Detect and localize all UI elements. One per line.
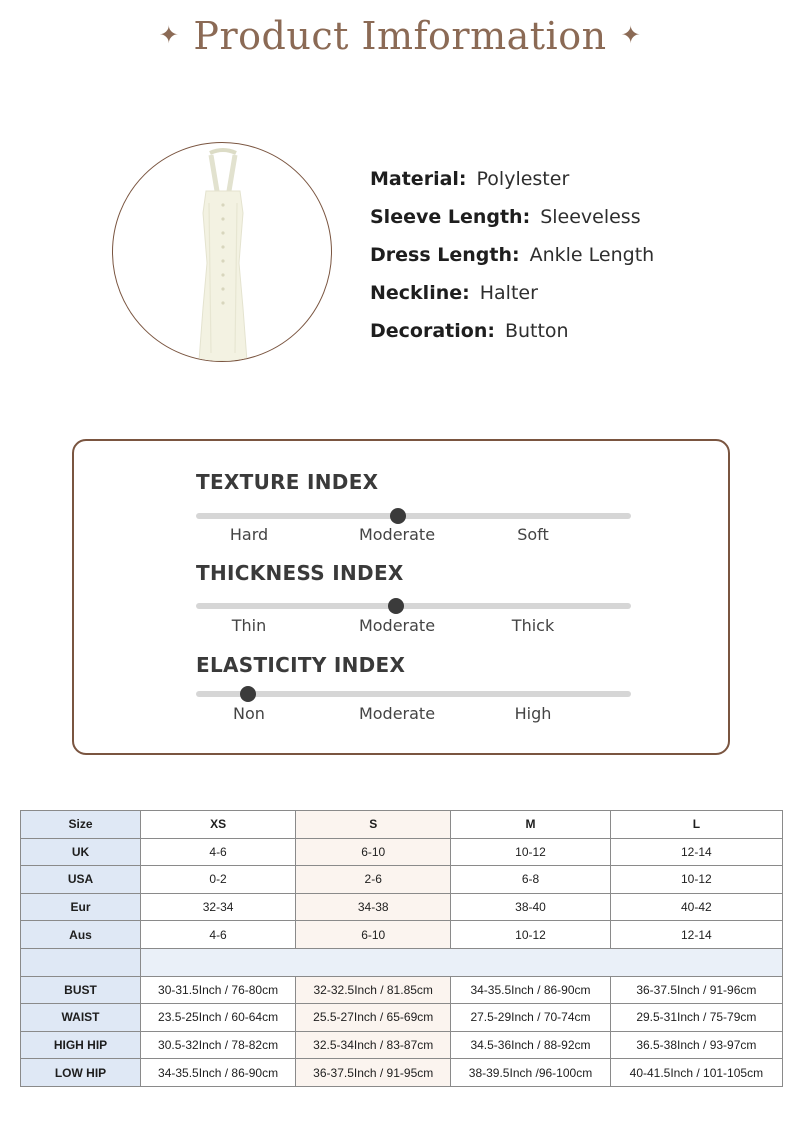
table-row xyxy=(21,1004,783,1032)
table-row-label: WAIST xyxy=(21,1004,141,1032)
thickness-index-title: THICKNESS INDEX xyxy=(196,561,404,585)
page-title-text: Product Imformation xyxy=(193,14,607,58)
elasticity-label-low: Non xyxy=(233,704,265,723)
elasticity-label-high: High xyxy=(514,704,552,723)
table-cell: 38-40 xyxy=(451,893,610,921)
table-cell: 6-10 xyxy=(296,838,451,866)
table-cell: 2-6 xyxy=(296,866,451,894)
table-header-row xyxy=(21,811,783,839)
table-cell: 4-6 xyxy=(141,838,296,866)
table-cell: 34-35.5Inch / 86-90cm xyxy=(141,1059,296,1087)
thickness-index-track xyxy=(196,603,631,609)
table-row xyxy=(21,1059,783,1087)
product-photo xyxy=(112,142,332,362)
texture-label-mid: Moderate xyxy=(358,525,436,544)
texture-index-knob xyxy=(390,508,406,524)
elasticity-label-mid: Moderate xyxy=(358,704,436,723)
table-row-label: UK xyxy=(21,838,141,866)
table-row xyxy=(21,838,783,866)
spec-value: Polylester xyxy=(476,168,570,190)
spec-key: Dress Length: xyxy=(370,244,520,266)
elasticity-index-title: ELASTICITY INDEX xyxy=(196,653,406,677)
elasticity-index-track xyxy=(196,691,631,697)
table-cell: 0-2 xyxy=(141,866,296,894)
fabric-index-panel xyxy=(72,439,730,755)
spec-key: Sleeve Length: xyxy=(370,206,531,228)
spec-neckline xyxy=(370,282,654,320)
page-title xyxy=(0,14,800,58)
table-row xyxy=(21,1031,783,1059)
spec-sleeve-length xyxy=(370,206,654,244)
table-header-cell: L xyxy=(610,811,782,839)
elasticity-index-knob xyxy=(240,686,256,702)
table-row xyxy=(21,976,783,1004)
table-cell: 32.5-34Inch / 83-87cm xyxy=(296,1031,451,1059)
spec-material xyxy=(370,168,654,206)
thickness-label-low: Thin xyxy=(231,616,267,635)
thickness-label-mid: Moderate xyxy=(358,616,436,635)
texture-index-track xyxy=(196,513,631,519)
spec-decoration xyxy=(370,320,654,358)
texture-index-title: TEXTURE INDEX xyxy=(196,470,379,494)
table-cell: 6-10 xyxy=(296,921,451,949)
table-header-cell: XS xyxy=(141,811,296,839)
table-cell: 30-31.5Inch / 76-80cm xyxy=(141,976,296,1004)
sparkle-icon: ✦ xyxy=(620,21,642,49)
table-spacer-cell xyxy=(21,948,141,976)
spec-value: Ankle Length xyxy=(529,244,655,266)
table-cell: 23.5-25Inch / 60-64cm xyxy=(141,1004,296,1032)
table-cell: 40-42 xyxy=(610,893,782,921)
texture-label-high: Soft xyxy=(517,525,549,544)
table-cell: 29.5-31Inch / 75-79cm xyxy=(610,1004,782,1032)
table-cell: 10-12 xyxy=(610,866,782,894)
table-row-label: HIGH HIP xyxy=(21,1031,141,1059)
table-row-label: BUST xyxy=(21,976,141,1004)
table-cell: 10-12 xyxy=(451,921,610,949)
table-header-cell: S xyxy=(296,811,451,839)
table-cell: 34-35.5Inch / 86-90cm xyxy=(451,976,610,1004)
table-spacer-row xyxy=(21,948,783,976)
table-cell: 32-34 xyxy=(141,893,296,921)
thickness-index-knob xyxy=(388,598,404,614)
texture-label-low: Hard xyxy=(229,525,269,544)
table-cell: 6-8 xyxy=(451,866,610,894)
table-row-label: USA xyxy=(21,866,141,894)
table-row xyxy=(21,893,783,921)
table-cell: 40-41.5Inch / 101-105cm xyxy=(610,1059,782,1087)
table-row xyxy=(21,921,783,949)
table-cell: 12-14 xyxy=(610,838,782,866)
spec-key: Neckline: xyxy=(370,282,470,304)
sparkle-icon: ✦ xyxy=(158,21,180,49)
table-cell: 10-12 xyxy=(451,838,610,866)
table-cell: 38-39.5Inch /96-100cm xyxy=(451,1059,610,1087)
table-row-label: Aus xyxy=(21,921,141,949)
table-cell: 36.5-38Inch / 93-97cm xyxy=(610,1031,782,1059)
table-cell: 12-14 xyxy=(610,921,782,949)
table-cell: 25.5-27Inch / 65-69cm xyxy=(296,1004,451,1032)
table-header-cell: Size xyxy=(21,811,141,839)
product-specs xyxy=(370,168,654,358)
spec-value: Button xyxy=(504,320,569,342)
table-cell: 34.5-36Inch / 88-92cm xyxy=(451,1031,610,1059)
table-header-cell: M xyxy=(451,811,610,839)
table-row-label: LOW HIP xyxy=(21,1059,141,1087)
thickness-label-high: Thick xyxy=(511,616,555,635)
table-cell: 4-6 xyxy=(141,921,296,949)
size-chart-table xyxy=(20,810,783,1087)
table-cell: 36-37.5Inch / 91-96cm xyxy=(610,976,782,1004)
table-cell: 30.5-32Inch / 78-82cm xyxy=(141,1031,296,1059)
spec-dress-length xyxy=(370,244,654,282)
dress-illustration xyxy=(113,143,332,362)
table-row-label: Eur xyxy=(21,893,141,921)
table-spacer-cell xyxy=(141,948,783,976)
table-cell: 32-32.5Inch / 81.85cm xyxy=(296,976,451,1004)
spec-key: Decoration: xyxy=(370,320,495,342)
table-cell: 36-37.5Inch / 91-95cm xyxy=(296,1059,451,1087)
table-cell: 27.5-29Inch / 70-74cm xyxy=(451,1004,610,1032)
table-cell: 34-38 xyxy=(296,893,451,921)
table-row xyxy=(21,866,783,894)
spec-value: Sleeveless xyxy=(540,206,641,228)
spec-value: Halter xyxy=(479,282,538,304)
spec-key: Material: xyxy=(370,168,467,190)
